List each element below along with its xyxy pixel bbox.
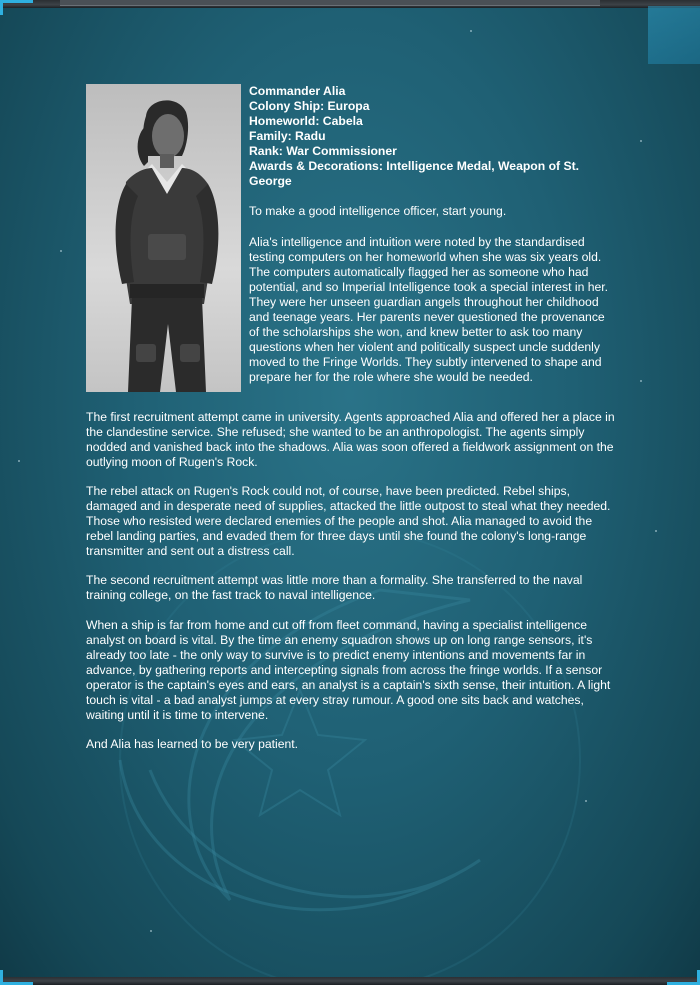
chest-plate [148, 234, 186, 260]
profile-awards: Awards & Decorations: Intelligence Medal, Weapon of St. George [249, 159, 580, 188]
background-star [60, 250, 62, 252]
paragraph-closing: And Alia has learned to be very patient. [86, 737, 299, 751]
bottom-frame-bar [0, 977, 700, 985]
emblem-crescent-inner [120, 760, 480, 910]
corner-accent-bottom-right [667, 970, 700, 985]
background-star [585, 800, 587, 802]
background-star [640, 380, 642, 382]
corner-accent-bottom-left [0, 970, 33, 985]
profile-name: Commander Alia [249, 84, 346, 98]
knee-pad-left [136, 344, 156, 362]
knee-pad-right [180, 344, 200, 362]
corner-accent-top-left [0, 0, 33, 15]
background-star [18, 460, 20, 462]
paragraph-analyst-role: When a ship is far from home and cut off from fleet command, having a specialist intelligence analyst on board is vital. By the time an enemy squadron shows up on long range sensors, it's already too late - the only way to survive is to predict enemy intentions and movements far in advance, by gathering reports and intercepting signals from across the fringe worlds. If a sensor operator is the captain's eyes and ears, an analyst is a captain's sixth sense, their intuition. A light touch is vital - a bad analyst jumps at every stray rumour. A good one sits back and watches, waiting until it is time to intervene. [86, 618, 611, 722]
paragraph-second-recruitment: The second recruitment attempt was little more than a formality. She transferred to the naval training college, on the fast track to naval intelligence. [86, 573, 583, 602]
character-portrait [86, 84, 241, 392]
top-frame-bar [0, 0, 700, 8]
background-star [655, 530, 657, 532]
profile-rank: Rank: War Commissioner [249, 144, 397, 158]
paragraph-early-life: Alia's intelligence and intuition were noted by the standardised testing computers on her homeworld when she was six years old. The computers automatically flagged her as someone who had potential, and so Imperial Intelligence took a special interest in her. They were her unseen guardian angels throughout her childhood and teenage years. Her parents never questioned the provenance of the scholarships she won, and knew better to ask too many questions when her violent and politically suspect uncle suddenly moved to the Fringe Worlds. They subtly intervened to shape and prepare her for the role where she would be needed. [249, 235, 609, 384]
face [152, 114, 184, 158]
paragraph-intro: To make a good intelligence officer, start young. [249, 204, 507, 218]
top-frame-notch [60, 0, 600, 6]
profile-family: Family: Radu [249, 129, 326, 143]
profile-header [249, 84, 619, 189]
paragraph-rugens-rock: The rebel attack on Rugen's Rock could not, of course, have been predicted. Rebel ships, damaged and in desperate need of supplies, attacked the little outpost to steal what they needed. Those who resisted were declared enemies of the people and shot. Alia managed to avoid the rebel landing parties, and evaded them for three days until she found the colony's long-range transmitter and sent out a distress call. [86, 484, 611, 558]
belt [130, 284, 204, 298]
background-star [470, 30, 472, 32]
background-star [150, 930, 152, 932]
profile-homeworld: Homeworld: Cabela [249, 114, 363, 128]
background-star [640, 140, 642, 142]
corner-tab [648, 6, 700, 64]
profile-colony-ship: Colony Ship: Europa [249, 99, 370, 113]
paragraph-first-recruitment: The first recruitment attempt came in university. Agents approached Alia and offered her a place in the clandestine service. She refused; she wanted to be an anthropologist. The agents simply nodded and vanished back into the shadows. Alia was soon offered a fieldwork assignment on the outlying moon of Rugen's Rock. [86, 410, 615, 469]
neck [160, 154, 174, 168]
portrait-figure [86, 84, 241, 392]
